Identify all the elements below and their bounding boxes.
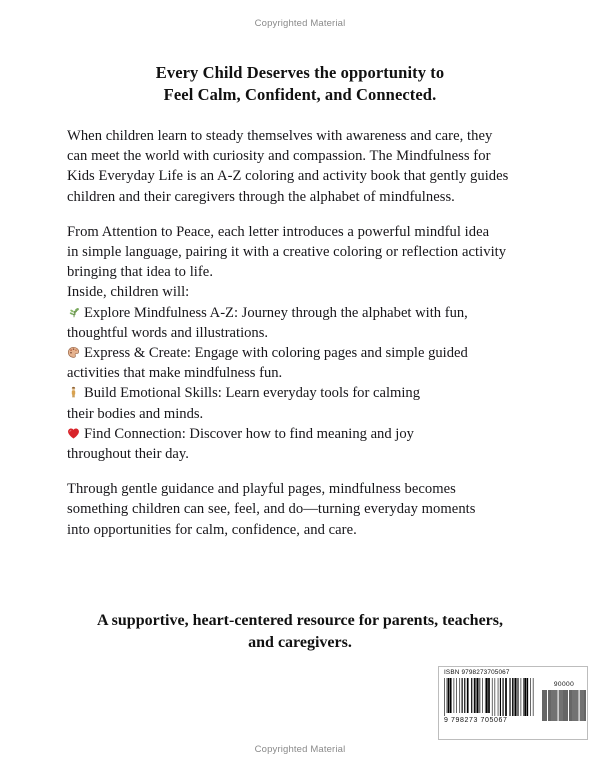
copyright-watermark-top: Copyrighted Material — [254, 18, 346, 29]
closing-line-3: into opportunities for calm, confidence, and care. — [67, 521, 357, 538]
ean13-barcode — [444, 678, 536, 724]
body-copy — [67, 126, 543, 540]
intro-paragraph — [67, 126, 543, 207]
second-paragraph — [67, 222, 543, 283]
bullet-3-line-1 — [67, 383, 543, 403]
red-heart-icon — [67, 427, 84, 441]
bullet-4-line-1 — [67, 424, 543, 444]
ean5-addon-barcode — [542, 682, 586, 725]
tagline-line-1: A supportive, heart-centered resource for parents, teachers, — [97, 612, 503, 629]
intro-line-4: children and their caregivers through the alphabet of mindfulness. — [67, 188, 455, 205]
tagline — [60, 610, 540, 654]
second-line-2: in simple language, pairing it with a creative coloring or reflection activity — [67, 244, 507, 261]
page-title — [60, 62, 540, 107]
bullet-2-line-1 — [67, 343, 543, 363]
isbn-label: ISBN 9798273705067 — [444, 669, 510, 676]
tagline-line-2: and caregivers. — [248, 634, 352, 652]
list-item — [67, 424, 543, 464]
artist-palette-icon — [67, 346, 84, 360]
bullet-3-line-2: their bodies and minds. — [67, 405, 204, 422]
standing-person-icon — [67, 386, 84, 400]
addon-price-value: 90000 — [553, 680, 575, 688]
intro-line-3: Kids Everyday Life is an A-Z coloring and activity book that gently guides — [67, 168, 509, 185]
list-item — [67, 303, 543, 343]
closing-paragraph — [67, 479, 543, 540]
barcode-bars-row — [444, 678, 583, 724]
barcode-block — [438, 666, 588, 740]
list-item — [67, 383, 543, 423]
feature-list — [67, 303, 543, 465]
bullet-2-text-1: Express & Create: Engage with coloring pages and simple guided — [84, 345, 468, 362]
closing-line-1: Through gentle guidance and playful pages, mindfulness becomes — [67, 481, 456, 498]
list-intro-line: Inside, children will: — [67, 284, 190, 301]
bullet-1-line-2: thoughtful words and illustrations. — [67, 324, 269, 341]
second-line-1: From Attention to Peace, each letter introduces a powerful mindful idea — [67, 223, 490, 240]
list-item — [67, 343, 543, 383]
bullet-2-line-2: activities that make mindfulness fun. — [67, 365, 283, 382]
bullet-4-text-1: Find Connection: Discover how to find meaning and joy — [84, 425, 414, 442]
herb-icon — [67, 306, 84, 320]
bullet-1-text-1: Explore Mindfulness A-Z: Journey through the alphabet with fun, — [84, 304, 468, 321]
copyright-watermark-bottom: Copyrighted Material — [254, 744, 346, 755]
bullet-1-line-1 — [67, 303, 543, 323]
headline-line-2: Feel Calm, Confident, and Connected. — [163, 85, 437, 105]
bullet-4-line-2: throughout their day. — [67, 446, 189, 463]
list-intro-text — [67, 282, 543, 302]
intro-line-2: can meet the world with curiosity and compassion. The Mindfulness for — [67, 148, 491, 165]
second-line-3: bringing that idea to life. — [67, 264, 214, 281]
closing-line-2: something children can see, feel, and do—turning everyday moments — [67, 501, 476, 518]
ean13-digits: 9 798273 705067 — [444, 717, 508, 725]
bullet-3-text-1: Build Emotional Skills: Learn everyday tools for calming — [84, 385, 420, 402]
intro-line-1: When children learn to steady themselves with awareness and care, they — [67, 128, 493, 144]
headline-line-1: Every Child Deserves the opportunity to — [155, 63, 445, 82]
